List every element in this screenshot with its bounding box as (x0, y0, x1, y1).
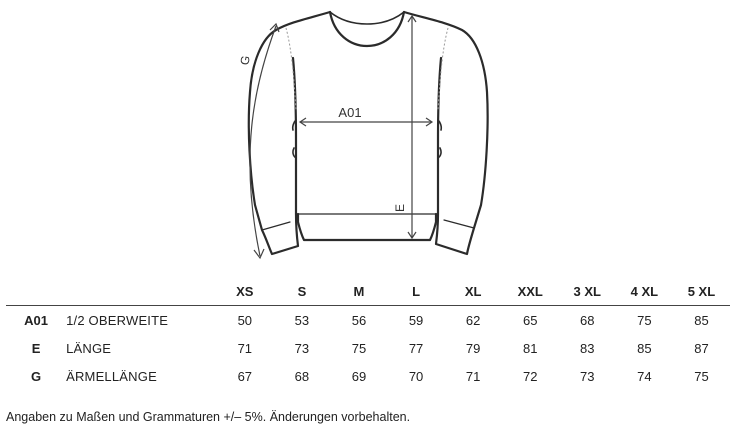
table-cell: 68 (294, 368, 310, 384)
table-cell: 81 (522, 340, 538, 356)
row-code: E (31, 340, 41, 356)
e-measure-arrow (408, 16, 416, 238)
table-cell: 74 (637, 368, 652, 384)
table-cell: 71 (237, 340, 253, 356)
table-cell: 73 (294, 340, 310, 356)
table-cell: 72 (522, 368, 538, 384)
size-header: XL (445, 277, 502, 306)
table-row (6, 334, 730, 362)
size-table (6, 277, 730, 390)
a01-label: A01 (338, 105, 362, 120)
row-label: LÄNGE (66, 340, 112, 356)
table-cell: 73 (580, 368, 595, 384)
seam-lines (286, 28, 448, 110)
table-cell: 50 (237, 312, 253, 328)
table-cell: 85 (637, 340, 652, 356)
table-cell: 65 (522, 312, 538, 328)
table-cell: 71 (465, 368, 481, 384)
table-cell: 67 (237, 368, 253, 384)
e-label: E (393, 203, 407, 213)
size-header: S (273, 277, 330, 306)
header-spacer (66, 277, 216, 306)
table-cell: 56 (351, 312, 367, 328)
row-code: G (30, 368, 42, 384)
row-label: ÄRMELLÄNGE (66, 368, 157, 384)
size-header: XXL (502, 277, 559, 306)
table-cell: 62 (465, 312, 481, 328)
size-header: 4 XL (616, 277, 673, 306)
table-cell: 79 (465, 340, 481, 356)
footnote: Angaben zu Maßen und Grammaturen +/– 5%. Änderungen vorbehalten. (6, 410, 411, 424)
table-cell: 69 (351, 368, 367, 384)
table-cell: 68 (580, 312, 595, 328)
table-cell: 83 (580, 340, 595, 356)
table-row (6, 306, 730, 335)
size-header: L (388, 277, 445, 306)
g-measure-arrow (250, 24, 279, 258)
size-header: 3 XL (559, 277, 616, 306)
size-header: XS (216, 277, 273, 306)
row-code: A01 (24, 312, 48, 328)
table-row (6, 362, 730, 390)
sweatshirt-outline (249, 12, 488, 254)
table-cell: 75 (351, 340, 367, 356)
size-header: 5 XL (673, 277, 730, 306)
table-cell: 77 (408, 340, 424, 356)
size-header: M (330, 277, 387, 306)
row-label: 1/2 OBERWEITE (66, 312, 169, 328)
table-cell: 59 (408, 312, 424, 328)
header-spacer (6, 277, 66, 306)
table-cell: 53 (294, 312, 310, 328)
table-cell: 87 (694, 340, 709, 356)
table-cell: 75 (694, 368, 709, 384)
table-cell: 75 (637, 312, 652, 328)
g-label: G (237, 54, 253, 67)
table-cell: 85 (694, 312, 709, 328)
table-cell: 70 (408, 368, 424, 384)
table-header-row (6, 277, 730, 306)
